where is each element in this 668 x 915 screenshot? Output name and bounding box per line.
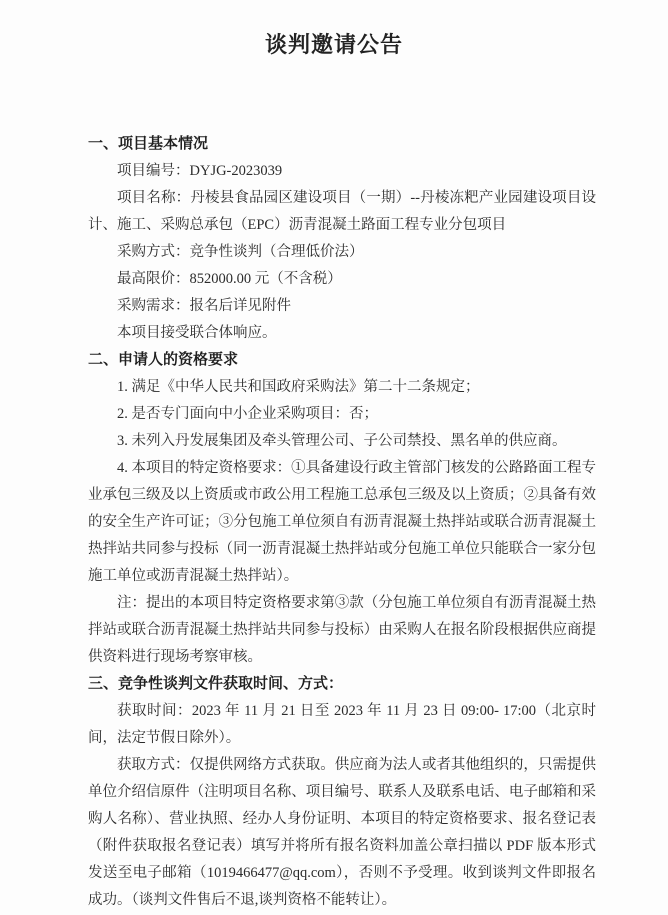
section-document-acquisition <box>88 671 596 914</box>
paragraph-qualification-note: 注：提出的本项目特定资格要求第③款（分包施工单位须自有沥青混凝土热拌站或联合沥青混凝土热拌站共同参与投标）由采购人在报名阶段根据供应商提供资料进行现场考察审核。 <box>88 595 596 665</box>
section-heading: 三、竞争性谈判文件获取时间、方式： <box>88 676 344 692</box>
paragraph-acquisition-time: 获取时间：2023 年 11 月 21 日至 2023 年 11 月 23 日 09:00- 17:00（北京时间，法定节假日除外）。 <box>88 703 596 746</box>
paragraph-max-price: 最高限价：852000.00 元（不含税） <box>117 271 342 287</box>
paragraph-qualification-3: 3. 未列入丹发展集团及牵头管理公司、子公司禁投、黑名单的供应商。 <box>117 433 567 449</box>
paragraph-qualification-4: 4. 本项目的特定资格要求：①具备建设行政主管部门核发的公路路面工程专业承包三级及以上资质或市政公用工程施工总承包三级及以上资质；②具备有效的安全生产许可证；③分包施工单位须自有沥青混凝土热拌站或联合沥青混凝土热拌站共同参与投标（同一沥青混凝土热拌站或分包施工单位只能联合一家分包施工单位或沥青混凝土热拌站）。 <box>88 460 596 584</box>
section-project-basic-info <box>88 131 596 347</box>
paragraph-qualification-2: 2. 是否专门面向中小企业采购项目：否； <box>117 406 378 422</box>
paragraph-procurement-method: 采购方式：竞争性谈判（合理低价法） <box>117 244 364 260</box>
paragraph-procurement-demand: 采购需求：报名后详见附件 <box>117 298 291 314</box>
section-heading: 二、申请人的资格要求 <box>88 352 239 368</box>
section-applicant-qualifications <box>88 347 596 671</box>
section-heading: 一、项目基本情况 <box>88 136 209 152</box>
paragraph-qualification-1: 1. 满足《中华人民共和国政府采购法》第二十二条规定； <box>117 379 480 395</box>
document-title: 谈判邀请公告 <box>264 32 403 57</box>
paragraph-project-number: 项目编号：DYJG-2023039 <box>117 163 283 179</box>
paragraph-project-name: 项目名称：丹棱县食品园区建设项目（一期）--丹棱冻粑产业园建设项目设计、施工、采购总承包（EPC）沥青混凝土路面工程专业分包项目 <box>88 190 596 233</box>
paragraph-acquisition-method: 获取方式：仅提供网络方式获取。供应商为法人或者其他组织的，只需提供单位介绍信原件（注明项目名称、项目编号、联系人及联系电话、电子邮箱和采购人名称）、营业执照、经办人身份证明、本项目的特定资格要求、报名登记表（附件获取报名登记表）填写并将所有报名资料加盖公章扫描以 PDF 版本形式发送至电子邮箱（1019466477@qq.com），否则不予受理。收到谈判文件即报名成功。（谈判文件售后不退,谈判资格不能转让）。 <box>88 757 596 908</box>
document-body <box>0 131 668 914</box>
paragraph-consortium-response: 本项目接受联合体响应。 <box>117 325 277 341</box>
